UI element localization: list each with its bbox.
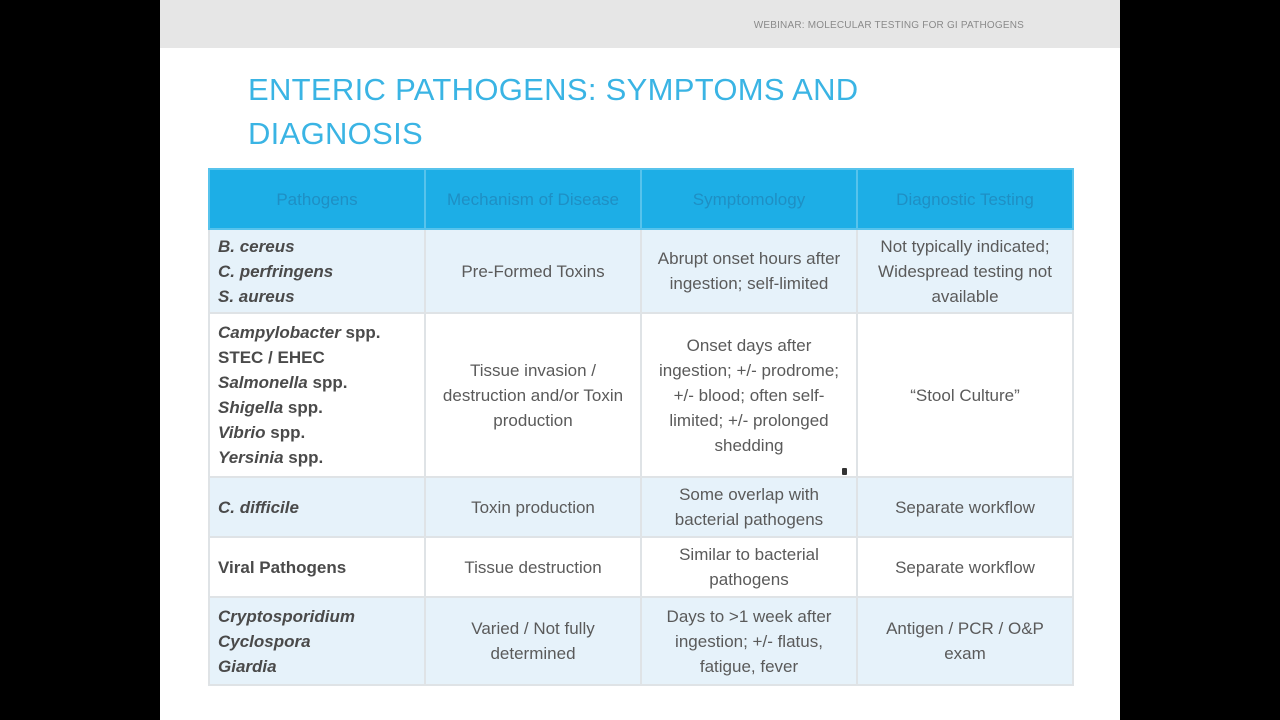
pathogen-name: Viral Pathogens — [218, 557, 347, 577]
cell-symptomology: Days to >1 week after ingestion; +/- flatus, fatigue, fever — [641, 597, 857, 685]
cell-pathogens — [209, 313, 425, 477]
pathogen-name: Yersinia spp. — [218, 448, 324, 467]
mouse-cursor — [842, 468, 847, 475]
header-pathogens: Pathogens — [209, 169, 425, 229]
cell-pathogens — [209, 477, 425, 537]
pathogen-table — [208, 168, 1074, 686]
cell-symptomology: Some overlap with bacterial pathogens — [641, 477, 857, 537]
cell-pathogens — [209, 229, 425, 313]
cell-diagnostic: “Stool Culture” — [857, 313, 1073, 477]
webinar-label: WEBINAR: MOLECULAR TESTING FOR GI PATHOGENS — [753, 20, 1024, 31]
cell-mechanism: Tissue invasion / destruction and/or Toxin production — [425, 313, 641, 477]
header-diagnostic: Diagnostic Testing — [857, 169, 1073, 229]
pathogen-name: C. difficile — [218, 497, 299, 517]
header-mechanism: Mechanism of Disease — [425, 169, 641, 229]
pathogen-name: STEC / EHEC — [218, 348, 325, 367]
table-row — [209, 229, 1073, 313]
pathogen-name: Giardia — [218, 656, 277, 676]
pathogen-name: S. aureus — [218, 286, 295, 306]
pathogen-name: Salmonella spp. — [218, 373, 348, 392]
cell-mechanism: Varied / Not fully determined — [425, 597, 641, 685]
pathogen-name: Cyclospora — [218, 631, 311, 651]
table-row — [209, 597, 1073, 685]
cell-mechanism: Tissue destruction — [425, 537, 641, 597]
cell-mechanism: Pre-Formed Toxins — [425, 229, 641, 313]
cell-symptomology: Similar to bacterial pathogens — [641, 537, 857, 597]
table-row — [209, 313, 1073, 477]
pathogen-name: Campylobacter spp. — [218, 323, 381, 342]
slide — [160, 0, 1120, 720]
pathogen-name: Shigella spp. — [218, 398, 323, 417]
cell-diagnostic: Separate workflow — [857, 537, 1073, 597]
slide-header-band — [160, 0, 1120, 48]
header-symptomology: Symptomology — [641, 169, 857, 229]
cell-mechanism: Toxin production — [425, 477, 641, 537]
cell-diagnostic: Not typically indicated; Widespread testing not available — [857, 229, 1073, 313]
table-body — [209, 229, 1073, 685]
cell-diagnostic: Antigen / PCR / O&P exam — [857, 597, 1073, 685]
table-row — [209, 477, 1073, 537]
cell-pathogens — [209, 537, 425, 597]
cell-symptomology: Onset days after ingestion; +/- prodrome; +/- blood; often self-limited; +/- prolonged shedding — [641, 313, 857, 477]
table-row — [209, 537, 1073, 597]
cell-symptomology: Abrupt onset hours after ingestion; self-limited — [641, 229, 857, 313]
cell-pathogens — [209, 597, 425, 685]
pathogen-name: Vibrio spp. — [218, 423, 306, 442]
slide-title: ENTERIC PATHOGENS: SYMPTOMS AND DIAGNOSIS — [248, 72, 859, 151]
table-header-row — [209, 169, 1073, 229]
pathogen-name: Cryptosporidium — [218, 606, 355, 626]
pathogen-name: C. perfringens — [218, 261, 334, 281]
pathogen-name: B. cereus — [218, 236, 295, 256]
cell-diagnostic: Separate workflow — [857, 477, 1073, 537]
